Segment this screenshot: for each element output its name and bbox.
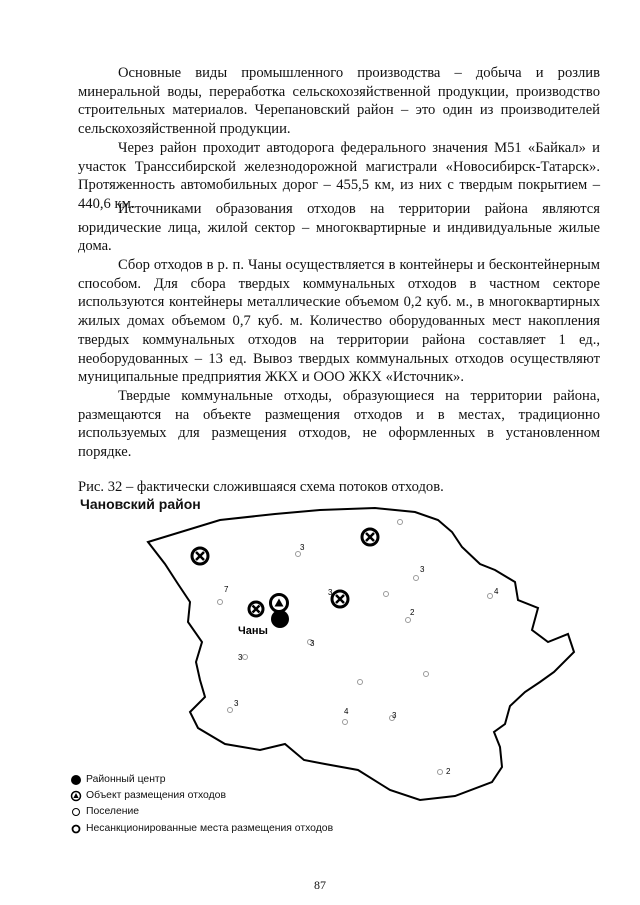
unauthorized-site-marker [332, 591, 348, 607]
map-number-label: 3 [238, 653, 243, 662]
settlement-marker [424, 672, 429, 677]
map-number-label: 3 [392, 711, 397, 720]
district-boundary [148, 508, 574, 800]
settlement-marker [414, 576, 419, 581]
map-legend [70, 774, 376, 839]
settlement-marker [343, 720, 348, 725]
settlement-marker [488, 594, 493, 599]
settlement-marker [406, 618, 411, 623]
legend-label: Объект размещения отходов [86, 790, 226, 802]
center-label: Чаны [238, 625, 268, 637]
unauthorized-site-marker [249, 602, 263, 616]
map-number-label: 3 [328, 588, 333, 597]
paragraph-roads: Через район проходит автодорога федерального значения М51 «Байкал» и участок Транссибирской железнодорожной магистрали «Новосибирск-Татарск». Протяженность автомобильных дорог – 455,5 км, из них с твердым покрытием – 440,6 км. [78, 140, 600, 213]
map-number-label: 7 [224, 585, 229, 594]
settlement-marker [398, 520, 403, 525]
settlement-marker [438, 770, 443, 775]
unauthorized-site-marker [192, 548, 208, 564]
settlement-marker [384, 592, 389, 597]
settlement-marker [296, 552, 301, 557]
map-title: Чановский район [80, 496, 201, 512]
legend-item [70, 790, 376, 806]
settlement-marker [218, 600, 223, 605]
district-map [70, 492, 630, 862]
paragraph-collection: Сбор отходов в р. п. Чаны осуществляется в контейнеры и бесконтейнерным способом. Для сбора твердых коммунальных отходов в частном секторе используются контейнеры металлические объемом 0,2 куб. м., в многоквартирных жилых домах объемом 0,7 куб. м. Количество оборудованных мест накопления твердых коммунальных отходов на территории района составляет 1 ед., необорудованных – 13 ед. Вывоз твердых коммунальных отходов осуществляют муниципальные предприятия ЖКХ и ООО ЖКХ «Источник». [78, 257, 600, 386]
map-number-label: 2 [446, 767, 451, 776]
settlement-marker [228, 708, 233, 713]
paragraph-industry: Основные виды промышленного производства – добыча и розлив минеральной воды, переработка сельскохозяйственной продукции, производство строительных материалов. Черепановский район – это один из производителей сельскохозяйственной продукции. [78, 65, 600, 138]
map-number-label: 3 [420, 565, 425, 574]
legend-label: Поселение [86, 806, 140, 818]
settlement-marker [358, 680, 363, 685]
map-number-label: 4 [344, 707, 349, 716]
map-number-label: 4 [494, 587, 499, 596]
legend-item [70, 806, 376, 822]
page-number: 87 [314, 878, 326, 892]
unauthorized-site-marker [362, 529, 378, 545]
cross-circle-icon [70, 823, 86, 839]
district-center-marker [271, 610, 289, 628]
map-number-label: 2 [410, 608, 415, 617]
filled-circle-icon [70, 774, 86, 790]
settlement-marker [243, 655, 248, 660]
legend-item [70, 774, 376, 790]
legend-item [70, 823, 376, 839]
legend-label: Несанкционированные места размещения отходов [86, 822, 334, 834]
triangle-icon [70, 790, 86, 806]
map-number-label: 3 [234, 699, 239, 708]
open-circle-icon [70, 806, 86, 822]
waste-disposal-marker [271, 595, 288, 612]
map-number-label: 3 [300, 543, 305, 552]
figure-caption: Рис. 32 – фактически сложившаяся схема потоков отходов. [78, 479, 444, 495]
map-number-label: 3 [310, 639, 315, 648]
paragraph-disposal: Твердые коммунальные отходы, образующиеся на территории района, размещаются на объекте размещения отходов и в местах, традиционно используемых для размещения отходов, не оформленных в установленном порядке. [78, 388, 600, 461]
legend-label: Районный центр [86, 774, 166, 785]
paragraph-sources: Источниками образования отходов на территории района являются юридические лица, жилой сектор – многоквартирные и индивидуальные жилые дома. [78, 201, 600, 255]
